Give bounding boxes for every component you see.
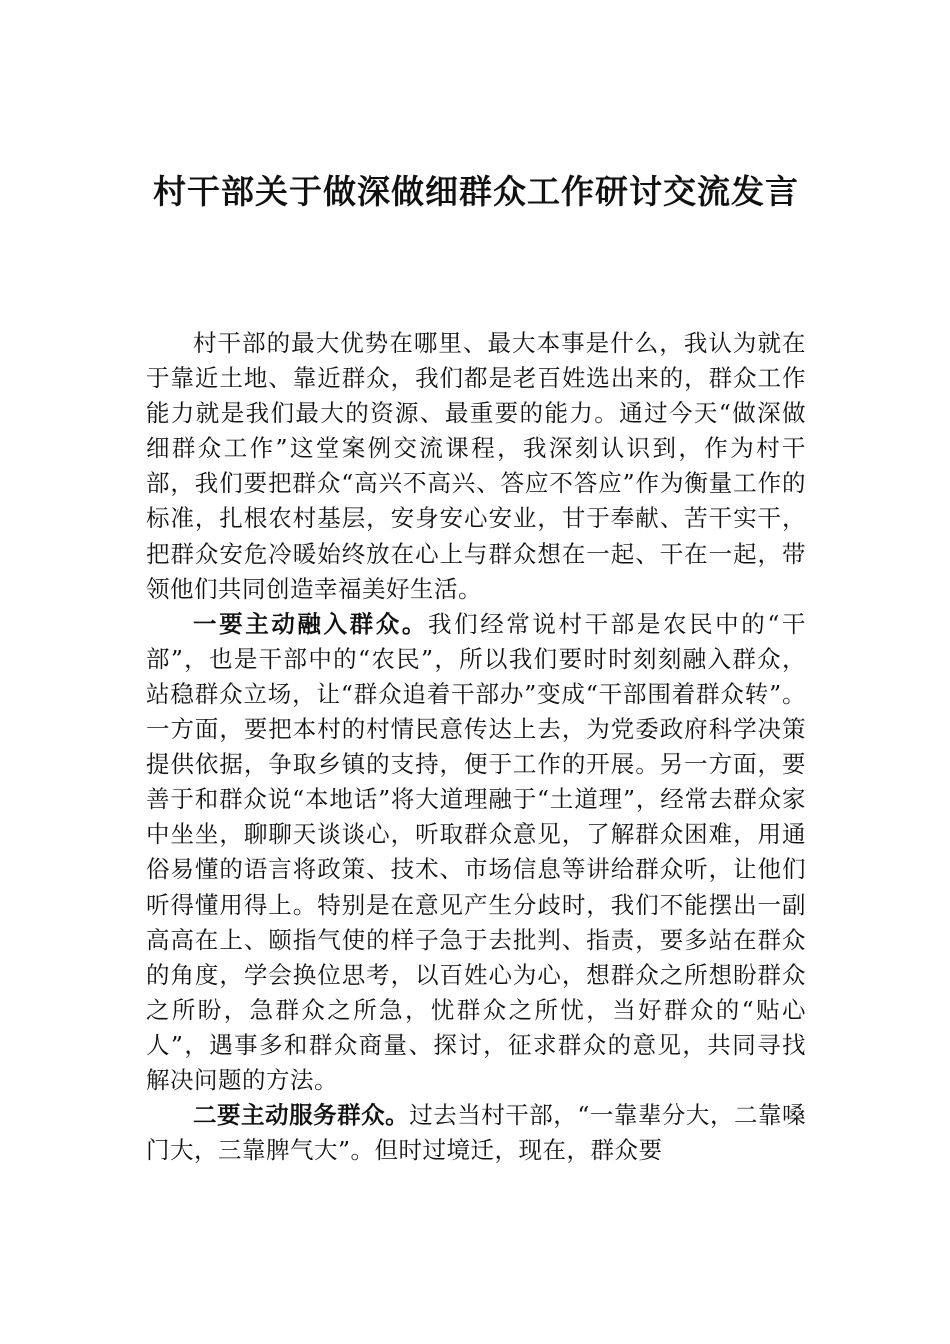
paragraph-text: 村干部的最大优势在哪里、最大本事是什么，我认为就在于靠近土地、靠近群众，我们都是老百姓选出来的，群众工作能力就是我们最大的资源、最重要的能力。通过今天“做深做细群众工作”这堂案例交流课程，我深刻认识到，作为村干部，我们要把群众“高兴不高兴、答应不答应”作为衡量工作的标准，扎根农村基层，安身安心安业，甘于奉献、苦干实干，把群众安危冷暖始终放在心上与群众想在一起、干在一起，带领他们共同创造幸福美好生活。 bbox=[146, 329, 806, 603]
paragraph-text: 我们经常说村干部是农民中的“干部”，也是干部中的“农民”，所以我们要时时刻刻融入群众，站稳群众立场，让“群众追着干部办”变成“干部围着群众转”。一方面，要把本村的村情民意传达上去，为党委政府科学决策提供依据，争取乡镇的支持，便于工作的开展。另一方面，要善于和群众说“本地话”将大道理融于“土道理”，经常去群众家中坐坐，聊聊天谈谈心，听取群众意见，了解群众困难，用通俗易懂的语言将政策、技术、市场信息等讲给群众听，让他们听得懂用得上。特别是在意见产生分歧时，我们不能摆出一副高高在上、颐指气使的样子急于去批判、指责，要多站在群众的角度，学会换位思考，以百姓心为心，想群众之所想盼群众之所盼，急群众之所急，忧群众之所忧，当好群众的“贴心人”，遇事多和群众商量、探讨，征求群众的意见，共同寻找解决问题的方法。 bbox=[146, 609, 807, 1094]
paragraph-point-2 bbox=[146, 1098, 806, 1168]
paragraph-lead: 二要主动服务群众。 bbox=[193, 1101, 410, 1130]
paragraph-intro bbox=[146, 326, 806, 607]
document-body bbox=[146, 326, 806, 1168]
document-title: 村干部关于做深做细群众工作研讨交流发言 bbox=[153, 172, 799, 211]
paragraph-lead: 一要主动融入群众。 bbox=[193, 609, 428, 638]
paragraph-text: 过去当村干部，“一靠辈分大，二靠嗓门大，三靠脾气大”。但时过境迁，现在，群众要 bbox=[146, 1101, 807, 1165]
paragraph-point-1 bbox=[146, 607, 806, 1098]
